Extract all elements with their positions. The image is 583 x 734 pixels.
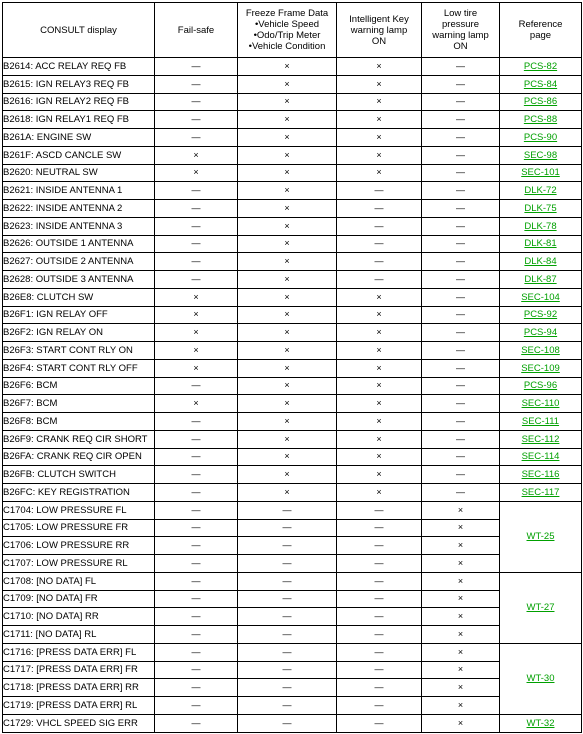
fail-safe-cell: × (155, 395, 238, 413)
fail-safe-cell: — (155, 661, 238, 679)
reference-page-link[interactable]: PCS-94 (523, 327, 558, 339)
reference-page-cell (500, 253, 582, 271)
tire-lamp-cell: — (422, 448, 500, 466)
consult-display-cell: C1717: [PRESS DATA ERR] FR (3, 661, 155, 679)
key-lamp-cell: × (337, 342, 422, 360)
table-row (3, 75, 582, 93)
key-lamp-cell: — (337, 661, 422, 679)
tire-lamp-cell: — (422, 413, 500, 431)
reference-page-cell (500, 572, 582, 643)
freeze-frame-cell: × (238, 111, 337, 129)
consult-display-cell: B2621: INSIDE ANTENNA 1 (3, 182, 155, 200)
fail-safe-cell: — (155, 714, 238, 732)
table-row (3, 501, 582, 519)
header-reference-page: Reference page (500, 3, 582, 58)
key-lamp-cell: × (337, 288, 422, 306)
fail-safe-cell: × (155, 164, 238, 182)
reference-page-cell (500, 395, 582, 413)
reference-page-cell (500, 324, 582, 342)
table-row (3, 164, 582, 182)
fail-safe-cell: — (155, 626, 238, 644)
fail-safe-cell: — (155, 111, 238, 129)
reference-page-link[interactable]: WT-25 (526, 531, 555, 543)
key-lamp-cell: — (337, 235, 422, 253)
key-lamp-cell: — (337, 271, 422, 289)
freeze-frame-cell: — (238, 679, 337, 697)
fail-safe-cell: — (155, 235, 238, 253)
reference-page-cell (500, 200, 582, 218)
tire-lamp-cell: — (422, 359, 500, 377)
reference-page-link[interactable]: PCS-86 (523, 96, 558, 108)
reference-page-cell (500, 359, 582, 377)
table-row (3, 217, 582, 235)
consult-display-cell: B26F7: BCM (3, 395, 155, 413)
reference-page-link[interactable]: WT-32 (526, 717, 555, 729)
consult-display-cell: C1711: [NO DATA] RL (3, 626, 155, 644)
fail-safe-cell: — (155, 484, 238, 502)
key-lamp-cell: — (337, 501, 422, 519)
reference-page-link[interactable]: PCS-82 (523, 60, 558, 72)
consult-display-cell: C1719: [PRESS DATA ERR] RL (3, 697, 155, 715)
reference-page-link[interactable]: SEC-108 (521, 344, 560, 356)
freeze-frame-cell: × (238, 484, 337, 502)
reference-page-cell (500, 271, 582, 289)
tire-lamp-cell: — (422, 306, 500, 324)
consult-display-cell: B26E8: CLUTCH SW (3, 288, 155, 306)
table-row (3, 537, 582, 555)
key-lamp-cell: — (337, 626, 422, 644)
tire-lamp-cell: — (422, 288, 500, 306)
key-lamp-cell: × (337, 93, 422, 111)
consult-display-cell: B2626: OUTSIDE 1 ANTENNA (3, 235, 155, 253)
table-row (3, 306, 582, 324)
fail-safe-cell: — (155, 271, 238, 289)
table-row (3, 555, 582, 573)
reference-page-link[interactable]: SEC-116 (521, 469, 560, 481)
reference-page-link[interactable]: DLK-81 (524, 238, 557, 250)
table-row (3, 182, 582, 200)
freeze-frame-cell: × (238, 466, 337, 484)
reference-page-link[interactable]: SEC-114 (521, 451, 560, 463)
reference-page-cell (500, 484, 582, 502)
reference-page-link[interactable]: SEC-104 (521, 291, 560, 303)
freeze-frame-cell: — (238, 697, 337, 715)
key-lamp-cell: × (337, 324, 422, 342)
reference-page-link[interactable]: SEC-109 (521, 362, 560, 374)
fail-safe-cell: — (155, 572, 238, 590)
reference-page-link[interactable]: PCS-96 (523, 380, 558, 392)
consult-display-cell: C1729: VHCL SPEED SIG ERR (3, 714, 155, 732)
table-row (3, 395, 582, 413)
freeze-frame-cell: — (238, 661, 337, 679)
consult-display-cell: B2618: IGN RELAY1 REQ FB (3, 111, 155, 129)
reference-page-cell (500, 93, 582, 111)
table-row (3, 448, 582, 466)
consult-display-cell: B26F3: START CONT RLY ON (3, 342, 155, 360)
reference-page-link[interactable]: PCS-84 (523, 78, 558, 90)
key-lamp-cell: × (337, 448, 422, 466)
key-lamp-cell: — (337, 590, 422, 608)
key-lamp-cell: × (337, 413, 422, 431)
key-lamp-cell: — (337, 200, 422, 218)
key-lamp-cell: × (337, 111, 422, 129)
consult-display-cell: B2614: ACC RELAY REQ FB (3, 58, 155, 76)
table-row (3, 288, 582, 306)
tire-lamp-cell: — (422, 129, 500, 147)
tire-lamp-cell: — (422, 164, 500, 182)
consult-display-cell: B261F: ASCD CANCLE SW (3, 146, 155, 164)
fail-safe-cell: — (155, 466, 238, 484)
fail-safe-cell: × (155, 324, 238, 342)
key-lamp-cell: — (337, 555, 422, 573)
tire-lamp-cell: — (422, 235, 500, 253)
consult-display-cell: B2623: INSIDE ANTENNA 3 (3, 217, 155, 235)
reference-page-cell (500, 288, 582, 306)
table-row (3, 93, 582, 111)
tire-lamp-cell: × (422, 714, 500, 732)
fail-safe-cell: × (155, 359, 238, 377)
freeze-frame-cell: — (238, 590, 337, 608)
reference-page-link[interactable]: DLK-84 (524, 256, 557, 268)
table-row (3, 572, 582, 590)
freeze-frame-cell: — (238, 626, 337, 644)
consult-display-cell: B26FB: CLUTCH SWITCH (3, 466, 155, 484)
fail-safe-cell: — (155, 93, 238, 111)
fail-safe-cell: — (155, 501, 238, 519)
key-lamp-cell: × (337, 466, 422, 484)
key-lamp-cell: × (337, 377, 422, 395)
key-lamp-cell: × (337, 58, 422, 76)
freeze-frame-cell: × (238, 448, 337, 466)
freeze-frame-cell: — (238, 714, 337, 732)
tire-lamp-cell: × (422, 608, 500, 626)
fail-safe-cell: — (155, 182, 238, 200)
reference-page-link[interactable]: DLK-78 (524, 220, 557, 232)
reference-page-cell (500, 448, 582, 466)
freeze-frame-cell: — (238, 501, 337, 519)
consult-display-cell: C1705: LOW PRESSURE FR (3, 519, 155, 537)
tire-lamp-cell: — (422, 466, 500, 484)
table-row (3, 697, 582, 715)
key-lamp-cell: × (337, 395, 422, 413)
tire-lamp-cell: × (422, 555, 500, 573)
fail-safe-cell: — (155, 537, 238, 555)
consult-display-cell: B26F9: CRANK REQ CIR SHORT (3, 430, 155, 448)
tire-lamp-cell: — (422, 430, 500, 448)
table-row (3, 342, 582, 360)
fail-safe-cell: — (155, 555, 238, 573)
tire-lamp-cell: — (422, 342, 500, 360)
tire-lamp-cell: × (422, 626, 500, 644)
freeze-frame-cell: × (238, 75, 337, 93)
reference-page-link[interactable]: DLK-75 (524, 202, 557, 214)
tire-lamp-cell: — (422, 93, 500, 111)
header-tire-warning-lamp: Low tire pressure warning lamp ON (422, 3, 500, 58)
consult-display-cell: B2628: OUTSIDE 3 ANTENNA (3, 271, 155, 289)
fail-safe-cell: × (155, 288, 238, 306)
fail-safe-cell: — (155, 217, 238, 235)
freeze-frame-cell: × (238, 146, 337, 164)
freeze-frame-cell: × (238, 235, 337, 253)
tire-lamp-cell: — (422, 75, 500, 93)
table-row (3, 235, 582, 253)
consult-display-cell: B26FA: CRANK REQ CIR OPEN (3, 448, 155, 466)
freeze-frame-cell: × (238, 288, 337, 306)
table-row (3, 643, 582, 661)
key-lamp-cell: — (337, 519, 422, 537)
header-key-warning-lamp: Intelligent Key warning lamp ON (337, 3, 422, 58)
freeze-frame-cell: × (238, 377, 337, 395)
reference-page-link[interactable]: PCS-92 (523, 309, 558, 321)
consult-display-cell: C1707: LOW PRESSURE RL (3, 555, 155, 573)
tire-lamp-cell: — (422, 58, 500, 76)
reference-page-cell (500, 164, 582, 182)
table-row (3, 58, 582, 76)
reference-page-link[interactable]: WT-27 (526, 602, 555, 614)
table-row (3, 608, 582, 626)
tire-lamp-cell: — (422, 377, 500, 395)
reference-page-cell (500, 146, 582, 164)
freeze-frame-cell: × (238, 395, 337, 413)
key-lamp-cell: — (337, 217, 422, 235)
freeze-frame-cell: × (238, 58, 337, 76)
consult-display-cell: C1709: [NO DATA] FR (3, 590, 155, 608)
tire-lamp-cell: — (422, 324, 500, 342)
consult-display-cell: C1708: [NO DATA] FL (3, 572, 155, 590)
table-row (3, 430, 582, 448)
freeze-frame-cell: × (238, 413, 337, 431)
consult-display-cell: C1706: LOW PRESSURE RR (3, 537, 155, 555)
fail-safe-cell: — (155, 590, 238, 608)
tire-lamp-cell: — (422, 271, 500, 289)
tire-lamp-cell: — (422, 182, 500, 200)
header-freeze-frame: Freeze Frame Data •Vehicle Speed •Odo/Trip Meter •Vehicle Condition (238, 3, 337, 58)
freeze-frame-cell: — (238, 608, 337, 626)
key-lamp-cell: × (337, 75, 422, 93)
fail-safe-cell: — (155, 448, 238, 466)
key-lamp-cell: — (337, 643, 422, 661)
consult-display-cell: C1704: LOW PRESSURE FL (3, 501, 155, 519)
freeze-frame-cell: × (238, 271, 337, 289)
tire-lamp-cell: × (422, 519, 500, 537)
key-lamp-cell: — (337, 697, 422, 715)
fail-safe-cell: — (155, 377, 238, 395)
table-row (3, 359, 582, 377)
freeze-frame-cell: × (238, 200, 337, 218)
fail-safe-cell: — (155, 253, 238, 271)
tire-lamp-cell: — (422, 146, 500, 164)
freeze-frame-cell: × (238, 324, 337, 342)
consult-display-cell: C1718: [PRESS DATA ERR] RR (3, 679, 155, 697)
consult-display-cell: B26F8: BCM (3, 413, 155, 431)
freeze-frame-cell: — (238, 555, 337, 573)
reference-page-cell (500, 217, 582, 235)
key-lamp-cell: — (337, 608, 422, 626)
key-lamp-cell: × (337, 484, 422, 502)
fail-safe-cell: — (155, 679, 238, 697)
table-row (3, 271, 582, 289)
tire-lamp-cell: — (422, 484, 500, 502)
consult-display-cell: B2622: INSIDE ANTENNA 2 (3, 200, 155, 218)
reference-page-link[interactable]: DLK-87 (524, 273, 557, 285)
consult-display-cell: B26F4: START CONT RLY OFF (3, 359, 155, 377)
header-consult-display: CONSULT display (3, 3, 155, 58)
fail-safe-cell: × (155, 146, 238, 164)
key-lamp-cell: × (337, 129, 422, 147)
reference-page-cell (500, 501, 582, 572)
freeze-frame-cell: × (238, 430, 337, 448)
reference-page-cell (500, 58, 582, 76)
reference-page-cell (500, 342, 582, 360)
table-row (3, 200, 582, 218)
freeze-frame-cell: × (238, 359, 337, 377)
key-lamp-cell: × (337, 306, 422, 324)
reference-page-link[interactable]: SEC-101 (521, 167, 560, 179)
table-row (3, 590, 582, 608)
freeze-frame-cell: — (238, 537, 337, 555)
table-row (3, 129, 582, 147)
consult-display-cell: C1716: [PRESS DATA ERR] FL (3, 643, 155, 661)
tire-lamp-cell: — (422, 111, 500, 129)
freeze-frame-cell: × (238, 129, 337, 147)
header-fail-safe: Fail-safe (155, 3, 238, 58)
key-lamp-cell: × (337, 164, 422, 182)
consult-display-cell: C1710: [NO DATA] RR (3, 608, 155, 626)
tire-lamp-cell: × (422, 537, 500, 555)
reference-page-cell (500, 75, 582, 93)
consult-display-cell: B26FC: KEY REGISTRATION (3, 484, 155, 502)
tire-lamp-cell: × (422, 697, 500, 715)
freeze-frame-cell: × (238, 306, 337, 324)
reference-page-cell (500, 377, 582, 395)
tire-lamp-cell: — (422, 200, 500, 218)
table-row (3, 253, 582, 271)
fail-safe-cell: — (155, 200, 238, 218)
fail-safe-cell: — (155, 697, 238, 715)
key-lamp-cell: × (337, 359, 422, 377)
table-row (3, 111, 582, 129)
table-row (3, 466, 582, 484)
table-row (3, 413, 582, 431)
reference-page-cell (500, 182, 582, 200)
freeze-frame-cell: × (238, 164, 337, 182)
header-row (3, 3, 582, 58)
key-lamp-cell: — (337, 679, 422, 697)
freeze-frame-cell: × (238, 253, 337, 271)
reference-page-cell (500, 129, 582, 147)
reference-page-link[interactable]: DLK-72 (524, 185, 557, 197)
reference-page-link[interactable]: SEC-117 (521, 486, 560, 498)
key-lamp-cell: × (337, 430, 422, 448)
tire-lamp-cell: × (422, 590, 500, 608)
key-lamp-cell: — (337, 714, 422, 732)
fail-safe-cell: — (155, 413, 238, 431)
reference-page-link[interactable]: SEC-98 (523, 149, 558, 161)
tire-lamp-cell: — (422, 395, 500, 413)
freeze-frame-cell: × (238, 182, 337, 200)
fail-safe-cell: — (155, 75, 238, 93)
tire-lamp-cell: × (422, 501, 500, 519)
freeze-frame-cell: — (238, 572, 337, 590)
reference-page-link[interactable]: PCS-90 (523, 131, 558, 143)
table-row (3, 377, 582, 395)
fail-safe-cell: — (155, 608, 238, 626)
reference-page-link[interactable]: WT-30 (526, 673, 555, 685)
table-row (3, 519, 582, 537)
reference-page-link[interactable]: SEC-112 (521, 433, 560, 445)
fail-safe-cell: — (155, 519, 238, 537)
consult-display-cell: B26F2: IGN RELAY ON (3, 324, 155, 342)
table-row (3, 484, 582, 502)
key-lamp-cell: — (337, 572, 422, 590)
key-lamp-cell: — (337, 182, 422, 200)
tire-lamp-cell: × (422, 643, 500, 661)
tire-lamp-cell: × (422, 679, 500, 697)
table-row (3, 714, 582, 732)
reference-page-cell (500, 466, 582, 484)
consult-display-cell: B2615: IGN RELAY3 REQ FB (3, 75, 155, 93)
consult-display-cell: B2627: OUTSIDE 2 ANTENNA (3, 253, 155, 271)
freeze-frame-cell: × (238, 342, 337, 360)
freeze-frame-cell: × (238, 93, 337, 111)
reference-page-cell (500, 430, 582, 448)
reference-page-link[interactable]: SEC-111 (521, 415, 560, 427)
consult-display-cell: B26F1: IGN RELAY OFF (3, 306, 155, 324)
tire-lamp-cell: × (422, 661, 500, 679)
fail-safe-cell: × (155, 342, 238, 360)
freeze-frame-cell: — (238, 519, 337, 537)
consult-display-cell: B2616: IGN RELAY2 REQ FB (3, 93, 155, 111)
table-row (3, 626, 582, 644)
key-lamp-cell: × (337, 146, 422, 164)
freeze-frame-cell: — (238, 643, 337, 661)
table-row (3, 661, 582, 679)
table-row (3, 146, 582, 164)
reference-page-cell (500, 235, 582, 253)
reference-page-cell (500, 306, 582, 324)
consult-display-cell: B2620: NEUTRAL SW (3, 164, 155, 182)
reference-page-link[interactable]: PCS-88 (523, 114, 558, 126)
reference-page-cell (500, 111, 582, 129)
reference-page-cell (500, 413, 582, 431)
table-row (3, 324, 582, 342)
dtc-table (2, 2, 582, 733)
consult-display-cell: B261A: ENGINE SW (3, 129, 155, 147)
fail-safe-cell: — (155, 58, 238, 76)
reference-page-link[interactable]: SEC-110 (521, 398, 560, 410)
reference-page-cell (500, 714, 582, 732)
fail-safe-cell: — (155, 643, 238, 661)
key-lamp-cell: — (337, 253, 422, 271)
freeze-frame-cell: × (238, 217, 337, 235)
consult-display-cell: B26F6: BCM (3, 377, 155, 395)
table-row (3, 679, 582, 697)
fail-safe-cell: × (155, 306, 238, 324)
fail-safe-cell: — (155, 430, 238, 448)
tire-lamp-cell: × (422, 572, 500, 590)
tire-lamp-cell: — (422, 217, 500, 235)
reference-page-cell (500, 643, 582, 714)
tire-lamp-cell: — (422, 253, 500, 271)
key-lamp-cell: — (337, 537, 422, 555)
fail-safe-cell: — (155, 129, 238, 147)
